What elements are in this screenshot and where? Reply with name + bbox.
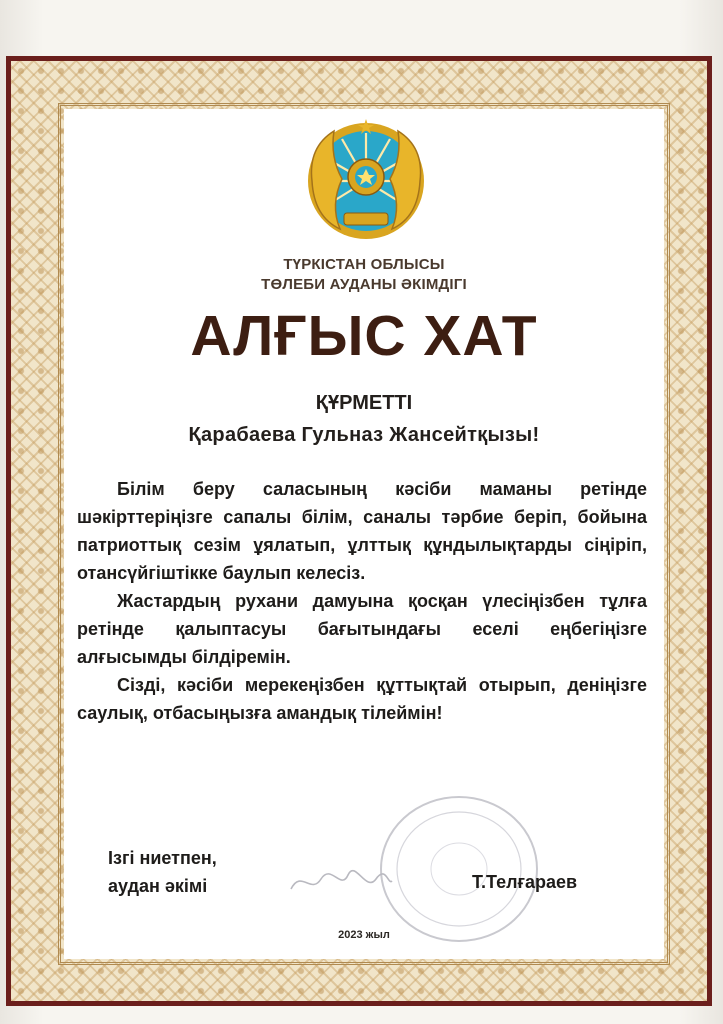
state-emblem-icon	[300, 117, 432, 247]
salutation: ҚҰРМЕТТІ	[315, 392, 413, 414]
document-year: 2023 жыл	[338, 929, 390, 941]
certificate-content	[64, 109, 664, 959]
recipient-name: Қарабаева Гульназ Жансейтқызы!	[188, 424, 540, 446]
document-title: АЛҒЫС ХАТ	[190, 304, 538, 368]
organization-region: ТҮРКІСТАН ОБЛЫСЫ	[283, 256, 445, 273]
closing-block	[108, 844, 217, 900]
paragraph-3: Сізді, кәсіби мерекеңізбен құттықтай отырып, деніңізге саулық, отбасыңызға амандық тілеймін!	[77, 675, 647, 723]
letter-body	[77, 475, 647, 727]
organization-akimat: ТӨЛЕБИ АУДАНЫ ӘКІМДІГІ	[261, 276, 467, 293]
signature-scribble	[286, 861, 396, 901]
closing-greeting: Ізгі ниетпен,	[108, 848, 217, 868]
closing-position: аудан әкімі	[108, 876, 208, 896]
paragraph-2: Жастардың рухани дамуына қосқан үлесіңізбен тұлға ретінде қалыптасуы бағытындағы еселі еңбегіңізге алғысымды білдіремін.	[77, 591, 647, 667]
paragraph-1: Білім беру саласының кәсіби маманы ретінде шәкірттеріңізге сапалы білім, саналы тәрбие беріп, бойына патриоттық сезім ұялатып, ұлттық құндылықтарды сіңіріп, отансүйгіштікке баулып келесіз.	[77, 479, 647, 583]
signatory-name: Т.Телғараев	[472, 872, 578, 892]
